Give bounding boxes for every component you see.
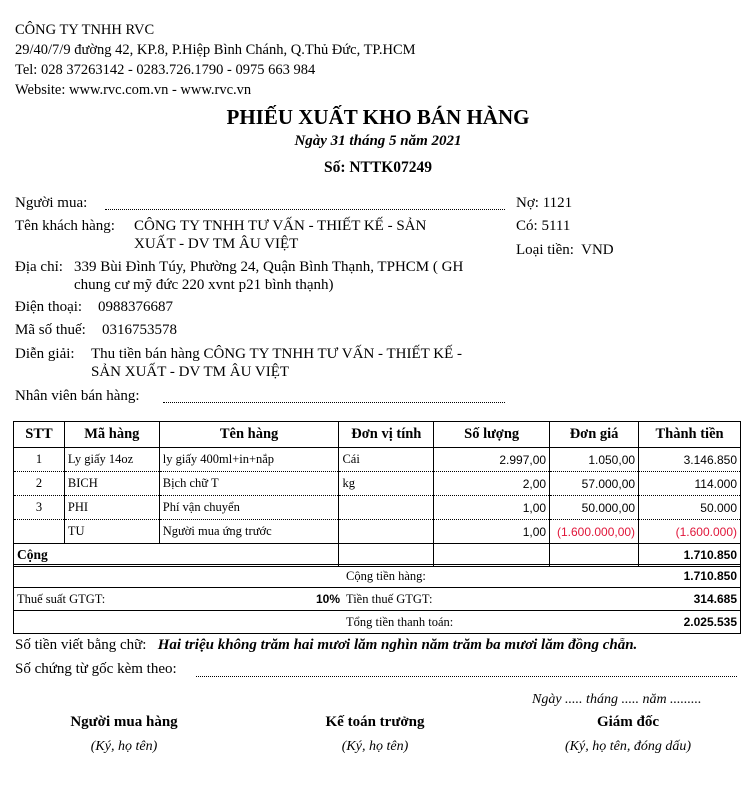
credit-account <box>516 218 570 235</box>
cell-amount: (1.600.000) <box>639 520 741 544</box>
cell-code: Ly giấy 14oz <box>64 448 159 472</box>
currency-value: VND <box>581 242 614 258</box>
cell-price: 50.000,00 <box>550 496 639 520</box>
cell-qty: 1,00 <box>434 496 550 520</box>
cell-price: 1.050,00 <box>550 448 639 472</box>
goods-total-value: 1.710.850 <box>633 565 741 588</box>
document-number: Số: NTTK07249 <box>323 159 433 176</box>
signer-title: Kế toán trưởng <box>325 714 425 730</box>
grand-total-label: Tổng tiền thanh toán: <box>343 611 633 634</box>
signer-note: (Ký, họ tên) <box>341 739 409 754</box>
address-line2: chung cư mỹ đức 220 xvnt p21 bình thạnh) <box>74 277 334 293</box>
cell-stt: 2 <box>14 472 65 496</box>
table-row <box>14 496 741 520</box>
signer-director <box>528 714 728 755</box>
description-line2: SẢN XUẤT - DV TM ÂU VIỆT <box>91 364 290 380</box>
table-header-row <box>14 422 741 448</box>
currency <box>516 242 614 259</box>
summary-row-vat <box>14 588 741 611</box>
cell-unit: Cái <box>339 448 434 472</box>
customer-name-line2: XUẤT - DV TM ÂU VIỆT <box>134 236 299 252</box>
sign-date: Ngày ..... tháng ..... năm ......... <box>532 692 702 707</box>
vat-amount-value: 314.685 <box>633 588 741 611</box>
tax-code-label: Mã số thuế: <box>15 322 86 338</box>
cell-unit <box>339 496 434 520</box>
goods-total-label: Cộng tiền hàng: <box>343 565 633 588</box>
summary-table <box>13 564 741 634</box>
cell-stt: 3 <box>14 496 65 520</box>
description-label: Diễn giải: <box>15 346 75 362</box>
cell-unit: kg <box>339 472 434 496</box>
total-amount: 1.710.850 <box>639 544 741 567</box>
signer-chief-accountant <box>275 714 475 755</box>
cell-code: TU <box>64 520 159 544</box>
cell-name: Bịch chữ T <box>159 472 339 496</box>
buyer-dotted-line <box>105 209 505 210</box>
table-row <box>14 448 741 472</box>
cell-unit <box>339 520 434 544</box>
phone-label: Điện thoại: <box>15 299 83 315</box>
cell-amount: 114.000 <box>639 472 741 496</box>
items-table <box>13 421 741 567</box>
cell-name: ly giấy 400ml+in+nắp <box>159 448 339 472</box>
vat-amount-label: Tiền thuế GTGT: <box>343 588 633 611</box>
summary-row-goods <box>14 565 741 588</box>
debit-account <box>516 195 572 212</box>
description-line1: Thu tiền bán hàng CÔNG TY TNHH TƯ VẤN - THIẾT KẾ - <box>91 346 463 362</box>
signer-title: Giám đốc <box>596 714 660 730</box>
credit-label: Có: <box>516 218 538 234</box>
signer-note: (Ký, họ tên, đóng dấu) <box>565 739 691 754</box>
col-header-name: Tên hàng <box>159 422 339 448</box>
customer-name-line1: CÔNG TY TNHH TƯ VẤN - THIẾT KẾ - SẢN <box>134 218 427 234</box>
cell-stt <box>14 520 65 544</box>
cell-qty: 2,00 <box>434 472 550 496</box>
vat-rate-cell <box>14 588 344 611</box>
sales-staff-label: Nhân viên bán hàng: <box>15 388 140 404</box>
address-line1: 339 Bùi Đình Túy, Phường 24, Quận Bình Thạnh, TPHCM ( GH <box>74 259 464 275</box>
credit-value: 5111 <box>541 218 571 234</box>
col-header-qty: Số lượng <box>434 422 550 448</box>
company-header <box>15 20 416 100</box>
amount-in-words <box>15 637 637 654</box>
cell-name: Người mua ứng trước <box>159 520 339 544</box>
col-header-stt: STT <box>14 422 65 448</box>
cell-price: 57.000,00 <box>550 472 639 496</box>
col-header-unit: Đơn vị tính <box>339 422 434 448</box>
signer-buyer <box>24 714 224 755</box>
col-header-amount: Thành tiền <box>639 422 741 448</box>
tax-code-value: 0316753578 <box>102 322 177 338</box>
total-label: Cộng <box>14 544 339 567</box>
company-tel: Tel: 028 37263142 - 0283.726.1790 - 0975 663 984 <box>15 62 316 78</box>
signer-note: (Ký, họ tên) <box>90 739 158 754</box>
summary-empty <box>14 565 344 588</box>
amount-in-words-value: Hai triệu không trăm hai mươi lăm nghìn năm trăm ba mươi lăm đồng chẵn. <box>157 637 638 653</box>
phone-value: 0988376687 <box>98 299 173 315</box>
table-row <box>14 520 741 544</box>
cell-amount: 3.146.850 <box>639 448 741 472</box>
attached-docs-label: Số chứng từ gốc kèm theo: <box>15 661 177 677</box>
sales-staff-dotted-line <box>163 402 505 403</box>
company-website: Website: www.rvc.com.vn - www.rvc.vn <box>15 82 252 98</box>
company-address: 29/40/7/9 đường 42, KP.8, P.Hiệp Bình Chánh, Q.Thủ Đức, TP.HCM <box>15 42 416 58</box>
document-title: PHIẾU XUẤT KHO BÁN HÀNG <box>226 105 530 129</box>
cell-amount: 50.000 <box>639 496 741 520</box>
debit-label: Nợ: <box>516 195 539 211</box>
summary-row-grand <box>14 611 741 634</box>
cell-qty: 1,00 <box>434 520 550 544</box>
vat-rate-label: Thuế suất GTGT: <box>17 591 106 606</box>
signer-title: Người mua hàng <box>70 714 178 730</box>
currency-label: Loại tiền: <box>516 242 574 258</box>
amount-in-words-label: Số tiền viết bằng chữ: <box>15 637 147 653</box>
vat-rate-value: 10% <box>315 591 340 606</box>
grand-total-value: 2.025.535 <box>633 611 741 634</box>
address-label: Địa chỉ: <box>15 259 63 275</box>
summary-empty <box>14 611 344 634</box>
cell-code: BICH <box>64 472 159 496</box>
col-header-price: Đơn giá <box>550 422 639 448</box>
cell-code: PHI <box>64 496 159 520</box>
cell-stt: 1 <box>14 448 65 472</box>
debit-value: 1121 <box>542 195 573 211</box>
attached-docs-dotted-line <box>196 676 737 677</box>
customer-label: Tên khách hàng: <box>15 218 115 234</box>
cell-qty: 2.997,00 <box>434 448 550 472</box>
table-row <box>14 472 741 496</box>
company-name: CÔNG TY TNHH RVC <box>15 22 155 38</box>
cell-price: (1.600.000,00) <box>550 520 639 544</box>
document-date: Ngày 31 tháng 5 năm 2021 <box>294 133 462 149</box>
col-header-code: Mã hàng <box>64 422 159 448</box>
cell-name: Phí vận chuyển <box>159 496 339 520</box>
buyer-label: Người mua: <box>15 195 88 211</box>
